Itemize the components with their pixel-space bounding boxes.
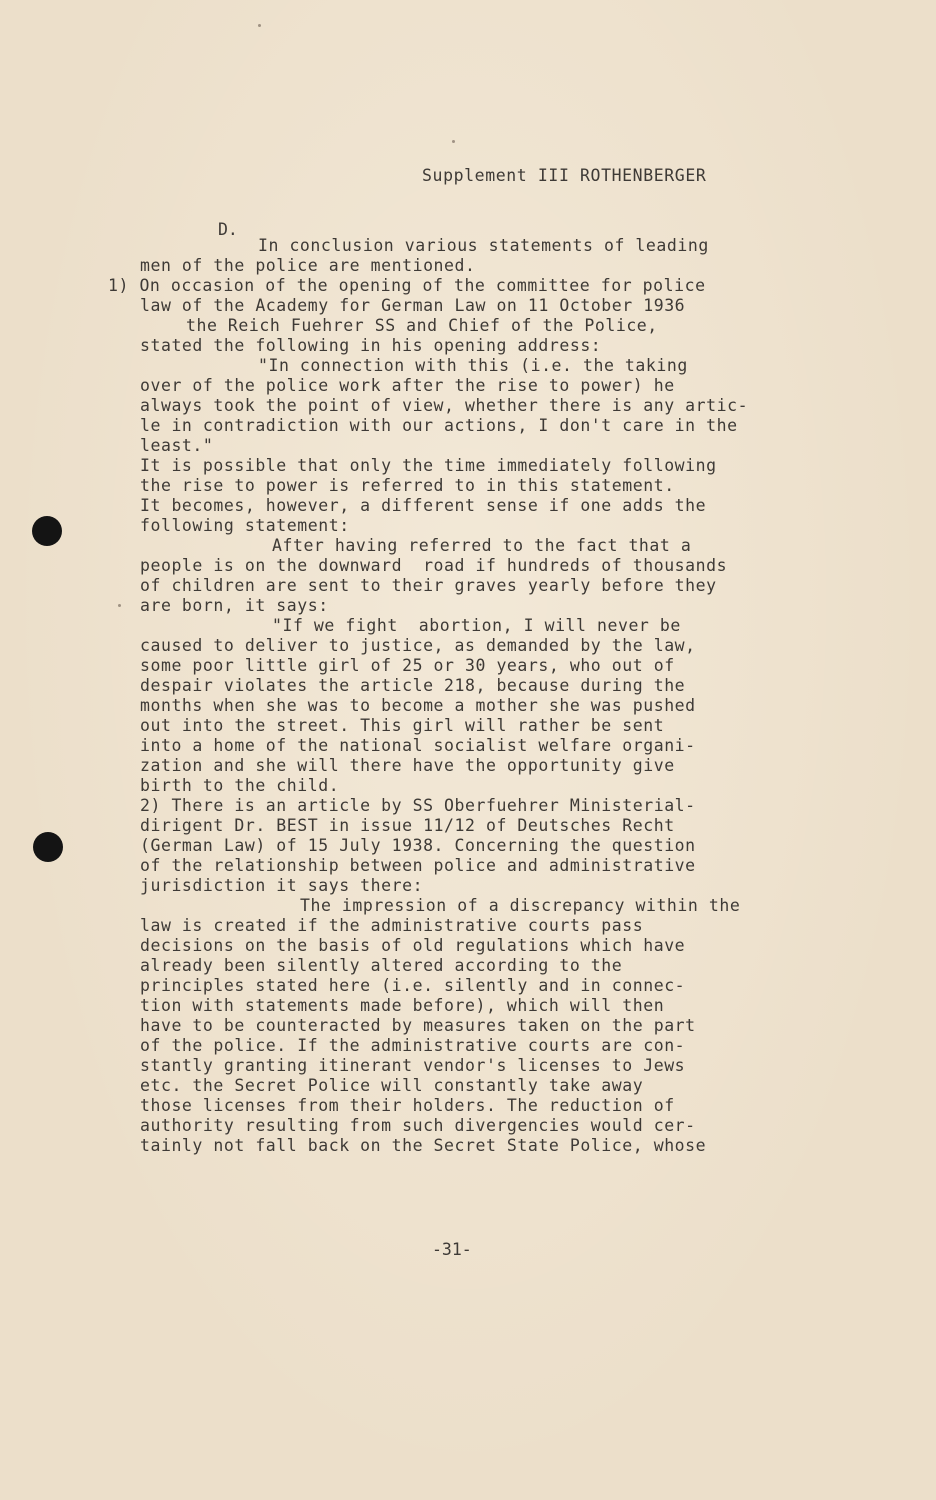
text-line: of the relationship between police and administrative xyxy=(140,856,696,875)
paper-speck xyxy=(452,140,455,143)
text-line: principles stated here (i.e. silently and in connec- xyxy=(140,976,686,995)
text-line: After having referred to the fact that a xyxy=(272,536,692,555)
paper-speck xyxy=(118,604,121,607)
text-line: "If we fight abortion, I will never be xyxy=(272,616,681,635)
text-line: tainly not fall back on the Secret State Police, whose xyxy=(140,1136,707,1155)
punch-hole-lower xyxy=(33,832,63,862)
punch-hole-upper xyxy=(32,516,62,546)
text-line: some poor little girl of 25 or 30 years, who out of xyxy=(140,656,675,675)
text-line: following statement: xyxy=(140,516,350,535)
text-line: law of the Academy for German Law on 11 October 1936 xyxy=(140,296,686,315)
text-line: 2) There is an article by SS Oberfuehrer Ministerial- xyxy=(140,796,696,815)
text-line: the Reich Fuehrer SS and Chief of the Police, xyxy=(186,316,658,335)
text-line: the rise to power is referred to in this statement. xyxy=(140,476,675,495)
text-line: law is created if the administrative courts pass xyxy=(140,916,644,935)
text-line: etc. the Secret Police will constantly take away xyxy=(140,1076,644,1095)
text-line: birth to the child. xyxy=(140,776,340,795)
text-line: already been silently altered according to the xyxy=(140,956,623,975)
text-line: months when she was to become a mother she was pushed xyxy=(140,696,696,715)
text-line: zation and she will there have the opportunity give xyxy=(140,756,675,775)
text-line: jurisdiction it says there: xyxy=(140,876,424,895)
text-line: are born, it says: xyxy=(140,596,329,615)
text-line: have to be counteracted by measures taken on the part xyxy=(140,1016,696,1035)
text-line: out into the street. This girl will rather be sent xyxy=(140,716,665,735)
text-line: In conclusion various statements of leading xyxy=(258,236,709,255)
text-line: always took the point of view, whether there is any artic- xyxy=(140,396,749,415)
text-line: 1) On occasion of the opening of the committee for police xyxy=(108,276,706,295)
text-line: least." xyxy=(140,436,214,455)
text-line: It is possible that only the time immediately following xyxy=(140,456,717,475)
text-line: over of the police work after the rise to power) he xyxy=(140,376,675,395)
section-label: D. xyxy=(218,220,238,239)
text-line: It becomes, however, a different sense if one adds the xyxy=(140,496,707,515)
text-line: of the police. If the administrative courts are con- xyxy=(140,1036,686,1055)
text-line: those licenses from their holders. The reduction of xyxy=(140,1096,675,1115)
text-line: The impression of a discrepancy within the xyxy=(300,896,741,915)
text-line: (German Law) of 15 July 1938. Concerning the question xyxy=(140,836,696,855)
text-line: le in contradiction with our actions, I don't care in the xyxy=(140,416,738,435)
text-line: authority resulting from such divergencies would cer- xyxy=(140,1116,696,1135)
document-header: Supplement III ROTHENBERGER xyxy=(422,166,707,185)
text-line: despair violates the article 218, because during the xyxy=(140,676,686,695)
text-line: stantly granting itinerant vendor's licenses to Jews xyxy=(140,1056,686,1075)
text-line: into a home of the national socialist welfare organi- xyxy=(140,736,696,755)
paper-speck xyxy=(258,24,261,27)
text-line: of children are sent to their graves yearly before they xyxy=(140,576,717,595)
page-number: -31- xyxy=(432,1240,472,1259)
text-line: tion with statements made before), which will then xyxy=(140,996,665,1015)
text-line: dirigent Dr. BEST in issue 11/12 of Deutsches Recht xyxy=(140,816,675,835)
text-line: men of the police are mentioned. xyxy=(140,256,476,275)
text-line: stated the following in his opening address: xyxy=(140,336,602,355)
text-line: decisions on the basis of old regulations which have xyxy=(140,936,686,955)
text-line: people is on the downward road if hundreds of thousands xyxy=(140,556,728,575)
text-line: "In connection with this (i.e. the taking xyxy=(258,356,688,375)
text-line: caused to deliver to justice, as demanded by the law, xyxy=(140,636,696,655)
